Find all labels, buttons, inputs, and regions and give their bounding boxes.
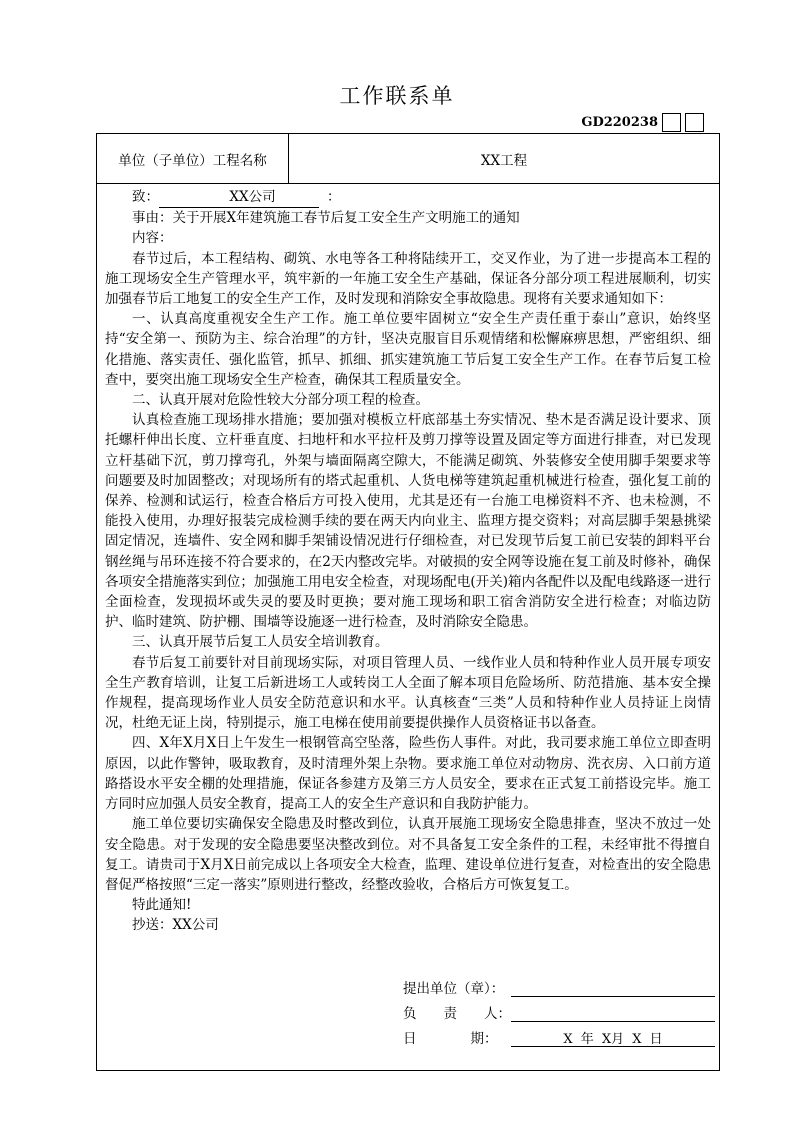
document-title: 工作联系单 — [339, 84, 455, 108]
project-name: XX工程 — [480, 152, 528, 169]
paragraph-section-4: 四、X年X月X日上午发生一根钢管高空坠落，险些伤人事件。对此，我司要求施工单位立即查明原因，以此作警钟，吸取教育，及时清理外架上杂物。要求施工单位对动物房、洗衣房、入口前方道路搭设水平安全棚的处理措施，保证各参建方及第三方人员安全，要求在正式复工前搭设完毕。施工方同时应加强人员安全教育，提高工人的安全生产意识和自我防护能力。 — [105, 735, 711, 813]
date-value: X 年 X月 X 日 — [511, 1028, 715, 1047]
document-code: GD220238 — [581, 115, 658, 130]
recipient-line — [105, 187, 711, 208]
date-label: 日 期： — [403, 1031, 498, 1047]
date-row — [403, 1022, 715, 1047]
paragraph-section-2-heading: 二、认真开展对危险性较大分部分项工程的检查。 — [132, 392, 429, 409]
issuer-line — [511, 978, 715, 997]
paragraph-section-3-heading: 三、认真开展节后复工人员安全培训教育。 — [132, 634, 389, 651]
paragraph-cc: 抄送：XX公司 — [132, 917, 219, 934]
issuer-row — [403, 972, 715, 997]
content-area — [105, 187, 711, 936]
responsible-line — [511, 1003, 715, 1022]
content-label: 内容： — [132, 230, 173, 247]
paragraph-section-1: 一、认真高度重视安全生产工作。施工单位要牢固树立“安全生产责任重于泰山”意识，始终坚持“安全第一、预防为主、综合治理”的方针，坚决克服盲目乐观情绪和松懈麻痹思想，严密组织、细化措施、落实责任、强化监管，抓早、抓细、抓实建筑施工节后复工安全生产工作。在春节后复工检查中，要突出施工现场安全生产检查，确保其工程质量安全。 — [105, 311, 711, 388]
paragraph-intro: 春节过后，本工程结构、砌筑、水电等各工种将陆续开工，交叉作业，为了进一步提高本工程的施工现场安全生产管理水平，筑牢新的一年施工安全生产基础，保证各分部分项工程进展顺利，切实加强春节后工地复工的安全生产工作，及时发现和消除安全事故隐患。现将有关要求通知如下： — [105, 250, 711, 308]
responsible-label: 负 责 人： — [403, 1006, 511, 1022]
header-row — [97, 134, 719, 184]
paragraph-closing: 施工单位要切实确保安全隐患及时整改到位，认真开展施工现场安全隐患排查，坚决不放过一处安全隐患。对于发现的安全隐患要坚决整改到位。对不具备复工安全条件的工程，未经审批不得擅自复工。请贵司于X月X日前完成以上各项安全大检查，监理、建设单位进行复查，对检查出的安全隐患督促严格按照“三定一落实”原则进行整改，经整改验收，合格后方可恢复复工。 — [105, 816, 711, 893]
signature-block — [403, 972, 715, 1047]
paragraph-section-2-body: 认真检查施工现场排水措施；要加强对模板立杆底部基土夯实情况、垫木是否满足设计要求、顶托螺杆伸出长度、立杆垂直度、扫地杆和水平拉杆及剪刀撑等设置及固定等方面进行排查，对已发现立杆基础下沉，剪刀撑弯孔，外架与墙面隔离空隙大，不能满足砌筑、外装修安全使用脚手架要求等问题要及时加固整改；对现场所有的塔式起重机、人货电梯等建筑起重机械进行检查，强化复工前的保养、检测和试运行，检查合格后方可投入使用，尤其是还有一台施工电梯资料不齐、也未检测，不能投入使用，办理好报装完成检测手续的要在两天内向业主、监理方提交资料；对高层脚手架悬挑梁固定情况，连墙件、安全网和脚手架铺设情况进行仔细检查，对已发现节后复工前已安装的卸料平台钢丝绳与吊环连接不符合要求的，在2天内整改完毕。对破损的安全网等设施在复工前及时修补，确保各项安全措施落实到位；加强施工用电安全检查，对现场配电(开关)箱内各配件以及配电线路逐一进行全面检查，发现损坏或失灵的要及时更换；要对施工现场和职工宿舍消防安全进行检查；对临边防护、临时建筑、防护棚、围墙等设施逐一进行检查，及时消除安全隐患。 — [105, 412, 711, 631]
responsible-row — [403, 997, 715, 1022]
code-checkbox-2 — [685, 113, 704, 132]
subject-line: 事由：关于开展X年建筑施工春节后复工安全生产文明施工的通知 — [132, 210, 520, 227]
recipient-label: 致： — [132, 189, 159, 205]
recipient-colon: ： — [327, 189, 341, 205]
recipient-value: XX公司 — [159, 187, 319, 208]
document-code-area — [581, 113, 704, 132]
issuer-label: 提出单位（章）： — [403, 981, 505, 997]
paragraph-notice: 特此通知! — [132, 897, 192, 914]
paragraph-section-3-body: 春节后复工前要针对目前现场实际，对项目管理人员、一线作业人员和特种作业人员开展专项安全生产教育培训，让复工后新进场工人或转岗工人全面了解本项目危险场所、防范措施、基本安全操作规程，提高现场作业人员安全防范意识和水平。认真核查“三类”人员和特种作业人员持证上岗情况，杜绝无证上岗，特别提示，施工电梯在使用前要提供操作人员资格证书以备查。 — [105, 654, 711, 732]
form-frame — [96, 133, 720, 1071]
unit-label: 单位（子单位）工程名称 — [97, 134, 289, 183]
code-checkbox-1 — [662, 113, 681, 132]
